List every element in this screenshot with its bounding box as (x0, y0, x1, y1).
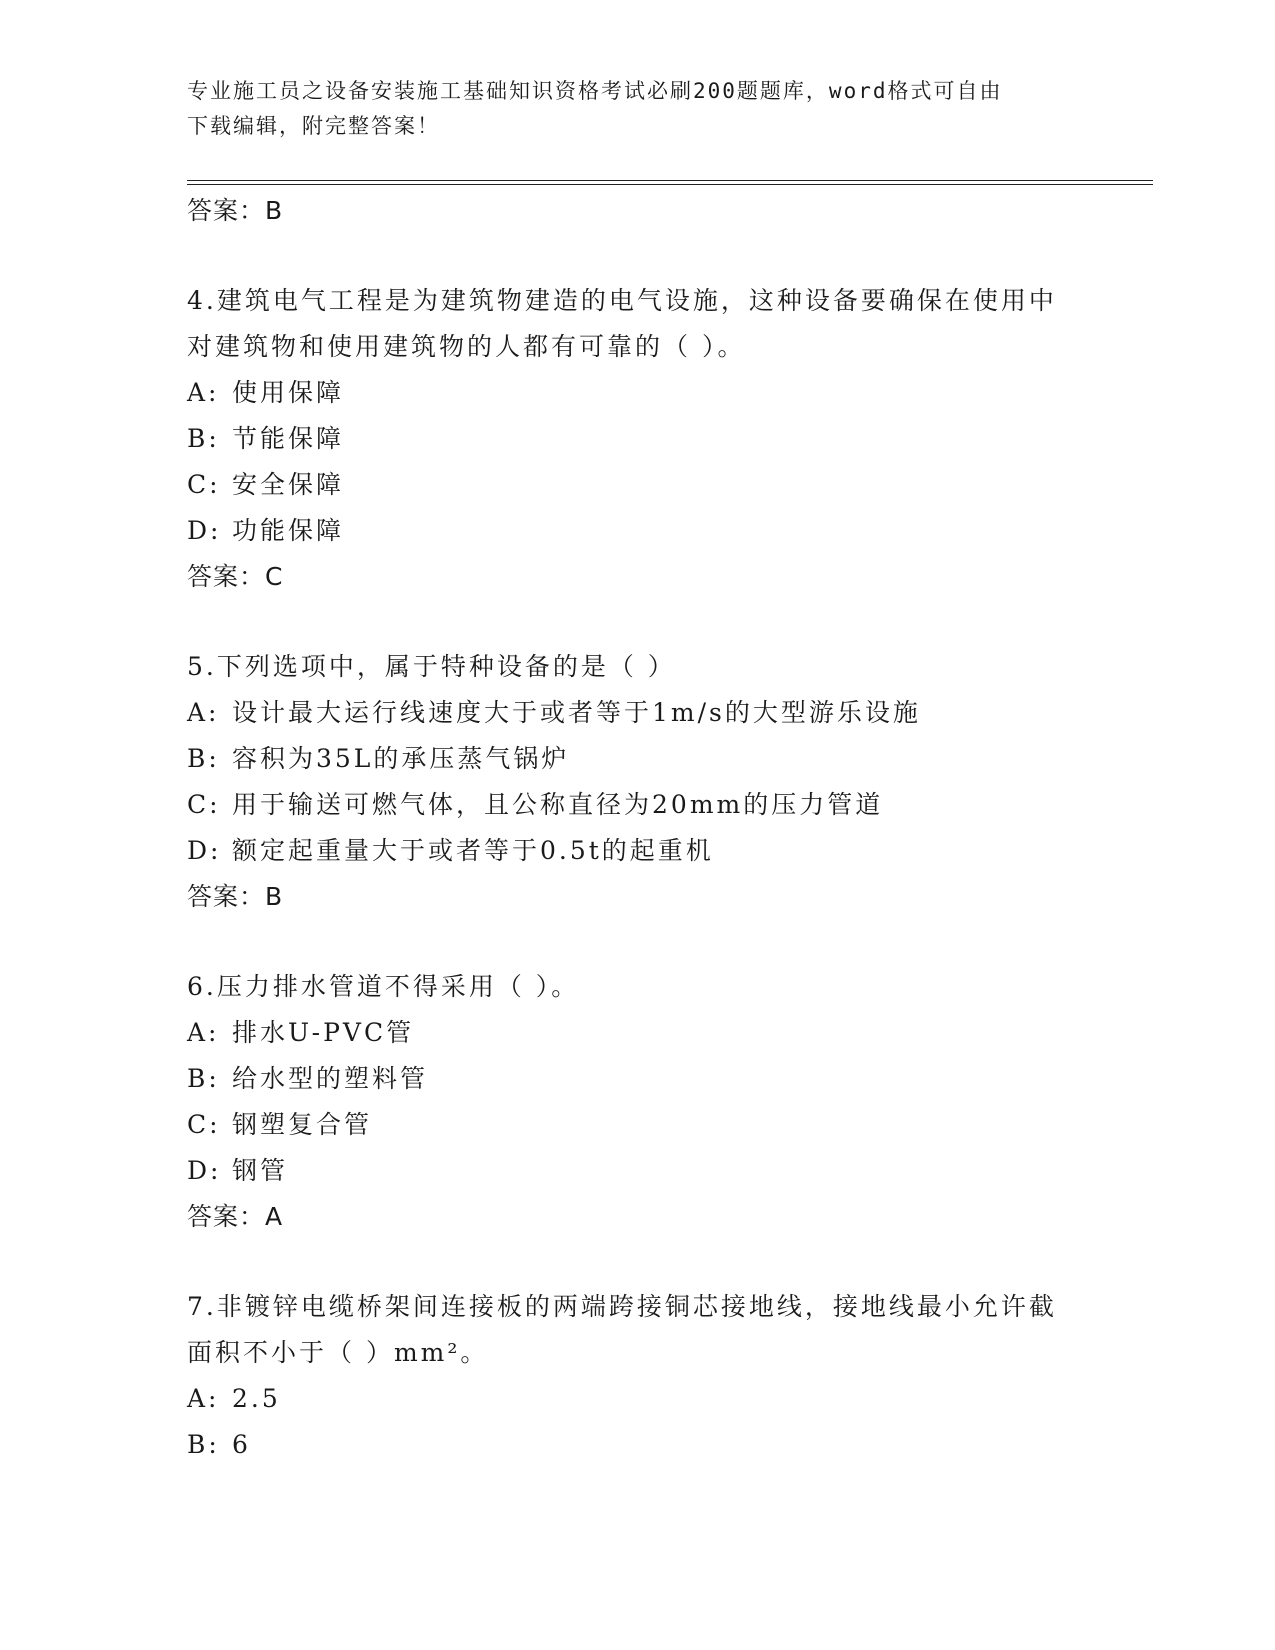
question-block (187, 278, 1067, 600)
option-letter: B: (187, 1064, 220, 1093)
option-letter: B: (187, 744, 220, 773)
option-text: 容积为35L的承压蒸气锅炉 (232, 744, 570, 773)
option-text: 功能保障 (232, 516, 345, 545)
option-text: 2.5 (232, 1384, 281, 1413)
option-letter: C: (187, 1110, 221, 1139)
header-divider (187, 180, 1153, 185)
answer-option (187, 1422, 1067, 1468)
answer-option (187, 1102, 1067, 1148)
question-block (187, 644, 1067, 920)
option-letter: A: (187, 1018, 220, 1047)
option-text: 用于输送可燃气体，且公称直径为20mm的压力管道 (232, 790, 884, 819)
answer-line (187, 554, 1067, 600)
answer-value: B (265, 882, 284, 911)
option-text: 钢管 (232, 1156, 289, 1185)
answer-option (187, 462, 1067, 508)
answer-prefix: 答案： (187, 196, 266, 225)
answer-line (187, 188, 1067, 234)
answer-prefix: 答案： (187, 882, 266, 911)
option-letter: D: (187, 836, 222, 865)
answer-option (187, 1376, 1067, 1422)
question-text: 7.非镀锌电缆桥架间连接板的两端跨接铜芯接地线，接地线最小允许截面积不小于（ ）mm²。 (187, 1292, 1057, 1367)
answer-option (187, 416, 1067, 462)
option-text: 额定起重量大于或者等于0.5t的起重机 (232, 836, 714, 865)
answer-option (187, 690, 1067, 736)
answer-option (187, 736, 1067, 782)
option-text: 6 (232, 1430, 251, 1459)
answer-option (187, 508, 1067, 554)
question-block (187, 1284, 1067, 1468)
answer-line (187, 874, 1067, 920)
option-text: 使用保障 (232, 378, 345, 407)
question-block (187, 964, 1067, 1240)
document-header (187, 74, 1077, 144)
option-letter: D: (187, 516, 222, 545)
answer-prefix: 答案： (187, 562, 266, 591)
option-text: 设计最大运行线速度大于或者等于1m/s的大型游乐设施 (232, 698, 921, 727)
answer-value: C (265, 562, 284, 591)
answer-option (187, 1010, 1067, 1056)
answer-option (187, 782, 1067, 828)
answer-line (187, 1194, 1067, 1240)
answer-option (187, 1148, 1067, 1194)
option-letter: A: (187, 378, 220, 407)
option-letter: D: (187, 1156, 222, 1185)
option-letter: A: (187, 698, 220, 727)
question-text: 4.建筑电气工程是为建筑物建造的电气设施，这种设备要确保在使用中对建筑物和使用建筑物的人都有可靠的（ ）。 (187, 286, 1057, 361)
answer-value: B (265, 196, 284, 225)
question-text: 5.下列选项中，属于特种设备的是（ ） (187, 652, 676, 681)
option-text: 安全保障 (232, 470, 345, 499)
answer-option (187, 828, 1067, 874)
option-text: 节能保障 (232, 424, 345, 453)
question-list (187, 278, 1067, 1468)
option-letter: C: (187, 470, 221, 499)
option-text: 钢塑复合管 (232, 1110, 373, 1139)
answer-value: A (265, 1202, 284, 1231)
answer-option (187, 1056, 1067, 1102)
answer-prefix: 答案： (187, 1202, 266, 1231)
option-letter: B: (187, 424, 220, 453)
option-letter: B: (187, 1430, 220, 1459)
option-letter: C: (187, 790, 221, 819)
option-text: 排水U-PVC管 (232, 1018, 415, 1047)
question-text: 6.压力排水管道不得采用（ ）。 (187, 972, 580, 1001)
option-text: 给水型的塑料管 (232, 1064, 429, 1093)
option-letter: A: (187, 1384, 220, 1413)
document-body (187, 188, 1067, 1468)
answer-option (187, 370, 1067, 416)
header-title-line-2: 下载编辑，附完整答案！ (187, 114, 440, 138)
header-title-line-1: 专业施工员之设备安装施工基础知识资格考试必刷200题题库，word格式可自由 (187, 79, 1003, 103)
